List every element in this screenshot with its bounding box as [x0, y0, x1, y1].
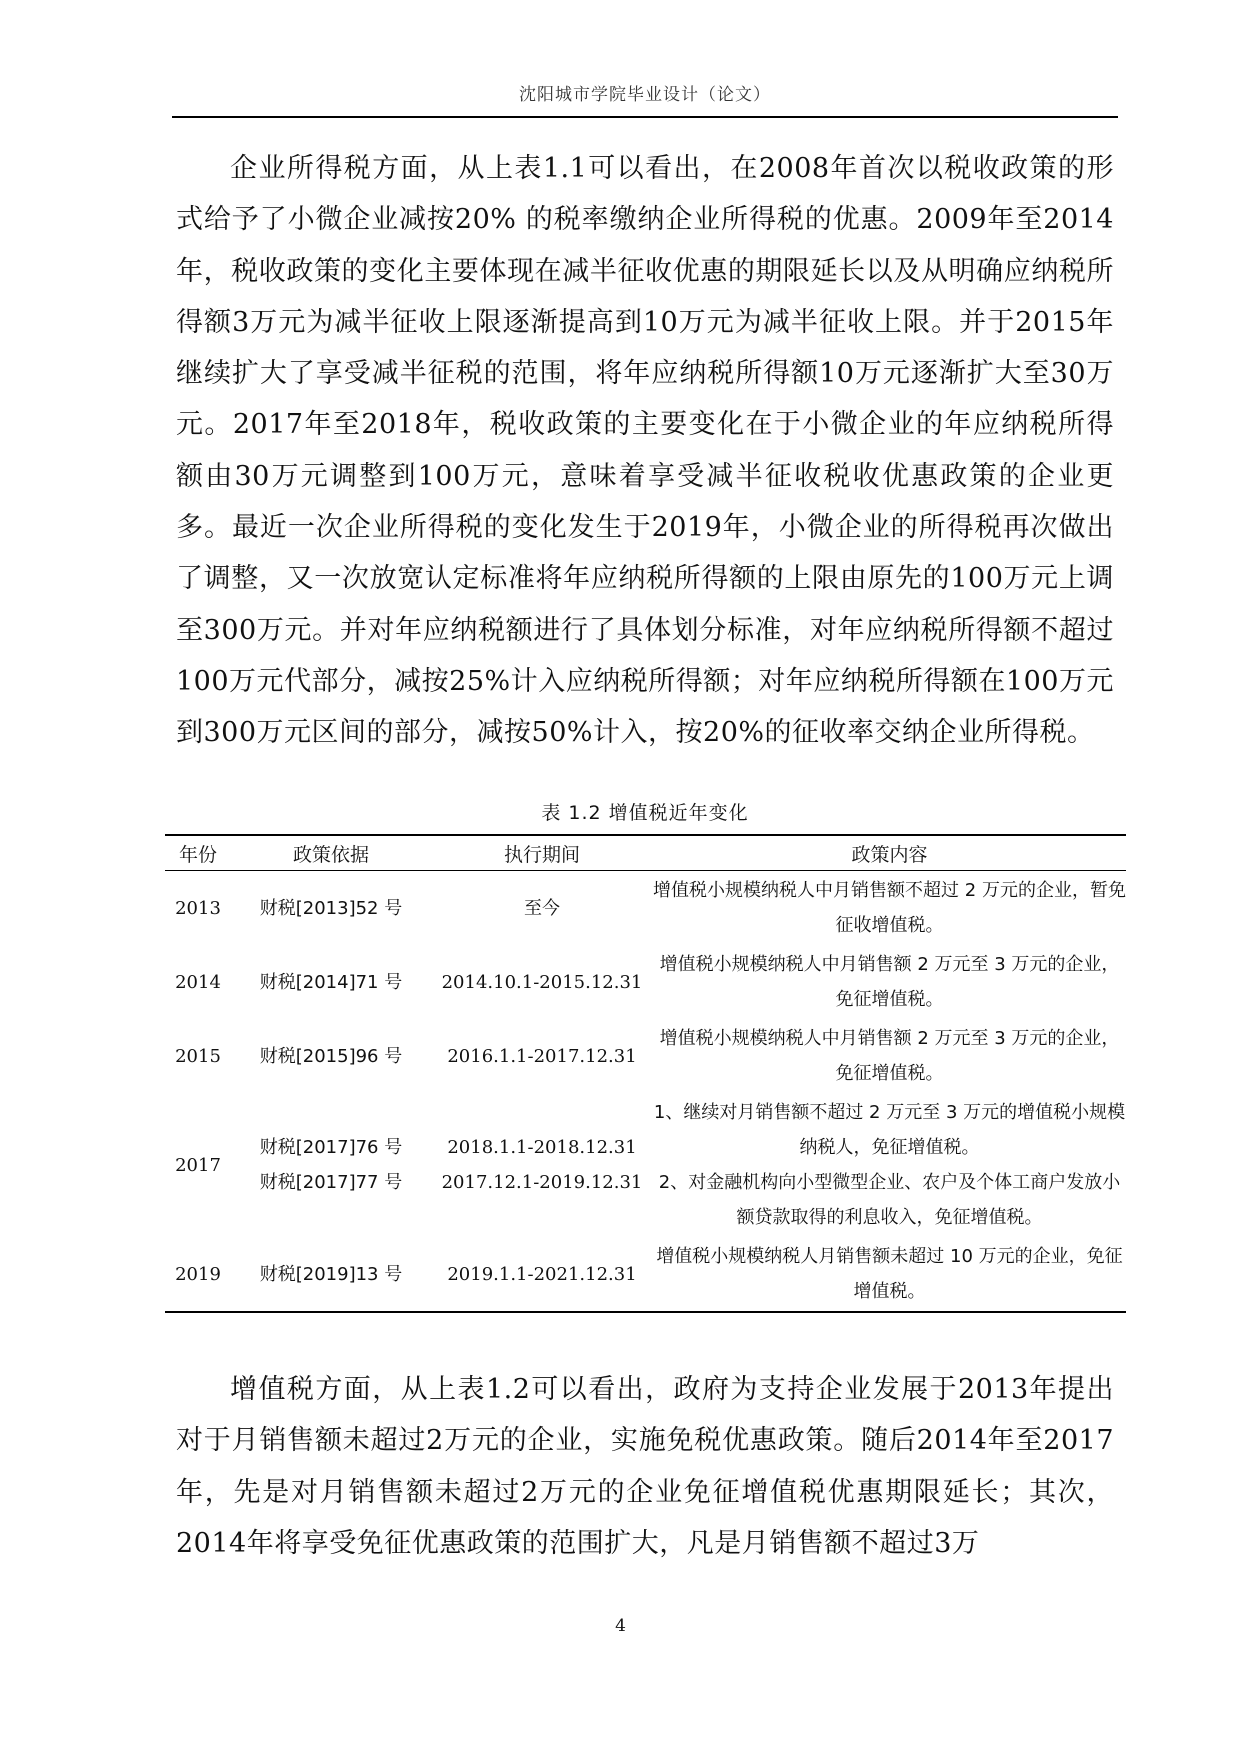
cell-year: 2013: [175, 897, 221, 919]
cell-basis: [231, 1019, 431, 1093]
cell-content-line: 增值税小规模纳税人中月销售额 2 万元至 3 万元的企业，免征增值税。: [659, 954, 1120, 1010]
cell-basis-line: 财税[2019]13 号: [259, 1263, 403, 1285]
cell-year: 2019: [165, 1237, 231, 1312]
table-row: [165, 1237, 1126, 1312]
table-body: [165, 871, 1126, 1313]
cell-period: [431, 945, 653, 1019]
cell-period: [431, 871, 653, 946]
header-period: 执行期间: [431, 835, 653, 871]
cell-basis: [231, 1237, 431, 1312]
header-title: 沈阳城市学院毕业设计（论文）: [519, 85, 771, 105]
cell-period-line: 2019.1.1-2021.12.31: [447, 1263, 637, 1285]
table-caption: 表 1.2 增值税近年变化: [541, 802, 749, 824]
cell-period-line: 2016.1.1-2017.12.31: [447, 1045, 637, 1067]
cell-content-line: 1、继续对月销售额不超过 2 万元至 3 万元的增值税小规模纳税人，免征增值税。: [653, 1102, 1126, 1158]
cell-year: 2014: [175, 971, 221, 993]
page-header: [172, 84, 1118, 118]
cell-period: [431, 1093, 653, 1237]
cell-basis: [231, 1093, 431, 1237]
paragraph-corporate-income-tax: 企业所得税方面，从上表1.1可以看出，在2008年首次以税收政策的形式给予了小微企业减按20% 的税率缴纳企业所得税的优惠。2009年至2014年，税收政策的变化主要体现在减半征收优惠的期限延长以及从明确应纳税所得额3万元为减半征收上限逐渐提高到10万元为减半征收上限。并于2015年继续扩大了享受减半征税的范围，将年应纳税所得额10万元逐渐扩大至30万元。2017年至2018年，税收政策的主要变化在于小微企业的年应纳税所得额由30万元调整到100万元，意味着享受减半征收税收优惠政策的企业更多。最近一次企业所得税的变化发生于2019年，小微企业的所得税再次做出了调整，又一次放宽认定标准将年应纳税所得额的上限由原先的100万元上调至300万元。并对年应纳税额进行了具体划分标准，对年应纳税所得额不超过100万元代部分，减按25%计入应纳税所得额；对年应纳税所得额在100万元到300万元区间的部分，减按50%计入，按20%的征收率交纳企业所得税。: [176, 153, 1114, 749]
table-row: [165, 1093, 1126, 1237]
cell-period: [431, 1019, 653, 1093]
cell-basis: [231, 945, 431, 1019]
cell-content: [653, 1237, 1126, 1312]
vat-changes-table: [165, 834, 1126, 1313]
table-row: [165, 1019, 1126, 1093]
header-basis: 政策依据: [231, 835, 431, 871]
page-number: 4: [615, 1616, 626, 1636]
table-row: [165, 871, 1126, 946]
cell-period-line: 2017.12.1-2019.12.31: [441, 1172, 643, 1193]
cell-basis-line: 财税[2015]96 号: [259, 1045, 403, 1067]
cell-period-line: 2014.10.1-2015.12.31: [441, 971, 643, 993]
cell-basis: [231, 871, 431, 946]
cell-content: [653, 871, 1126, 946]
cell-content-line: 2、对金融机构向小型微型企业、农户及个体工商户发放小额贷款取得的利息收入，免征增值税。: [658, 1172, 1121, 1228]
cell-content: [653, 945, 1126, 1019]
cell-basis-line: 财税[2017]76 号: [259, 1137, 403, 1158]
cell-content-line: 增值税小规模纳税人中月销售额 2 万元至 3 万元的企业，免征增值税。: [659, 1028, 1120, 1084]
cell-content: [653, 1093, 1126, 1237]
table-row: [165, 945, 1126, 1019]
header-content: 政策内容: [653, 835, 1126, 871]
paragraph-vat: 增值税方面，从上表1.2可以看出，政府为支持企业发展于2013年提出对于月销售额未超过2万元的企业，实施免税优惠政策。随后2014年至2017年，先是对月销售额未超过2万元的企业免征增值税优惠期限延长；其次，2014年将享受免征优惠政策的范围扩大，凡是月销售额不超过3万: [176, 1374, 1114, 1559]
cell-period-line: 至今: [524, 897, 560, 919]
cell-basis-line: 财税[2013]52 号: [259, 897, 403, 919]
cell-content-line: 增值税小规模纳税人月销售额未超过 10 万元的企业，免征增值税。: [656, 1246, 1123, 1302]
cell-basis-line: 财税[2017]77 号: [259, 1172, 403, 1193]
cell-year: 2017: [175, 1154, 221, 1176]
cell-basis-line: 财税[2014]71 号: [259, 971, 403, 993]
cell-period-line: 2018.1.1-2018.12.31: [447, 1137, 637, 1158]
cell-content: [653, 1019, 1126, 1093]
header-year: 年份: [165, 835, 231, 871]
cell-content-line: 增值税小规模纳税人中月销售额不超过 2 万元的企业，暂免征收增值税。: [653, 880, 1126, 936]
table-header-row: [165, 835, 1126, 871]
cell-period: [431, 1237, 653, 1312]
cell-year: 2015: [175, 1045, 221, 1067]
